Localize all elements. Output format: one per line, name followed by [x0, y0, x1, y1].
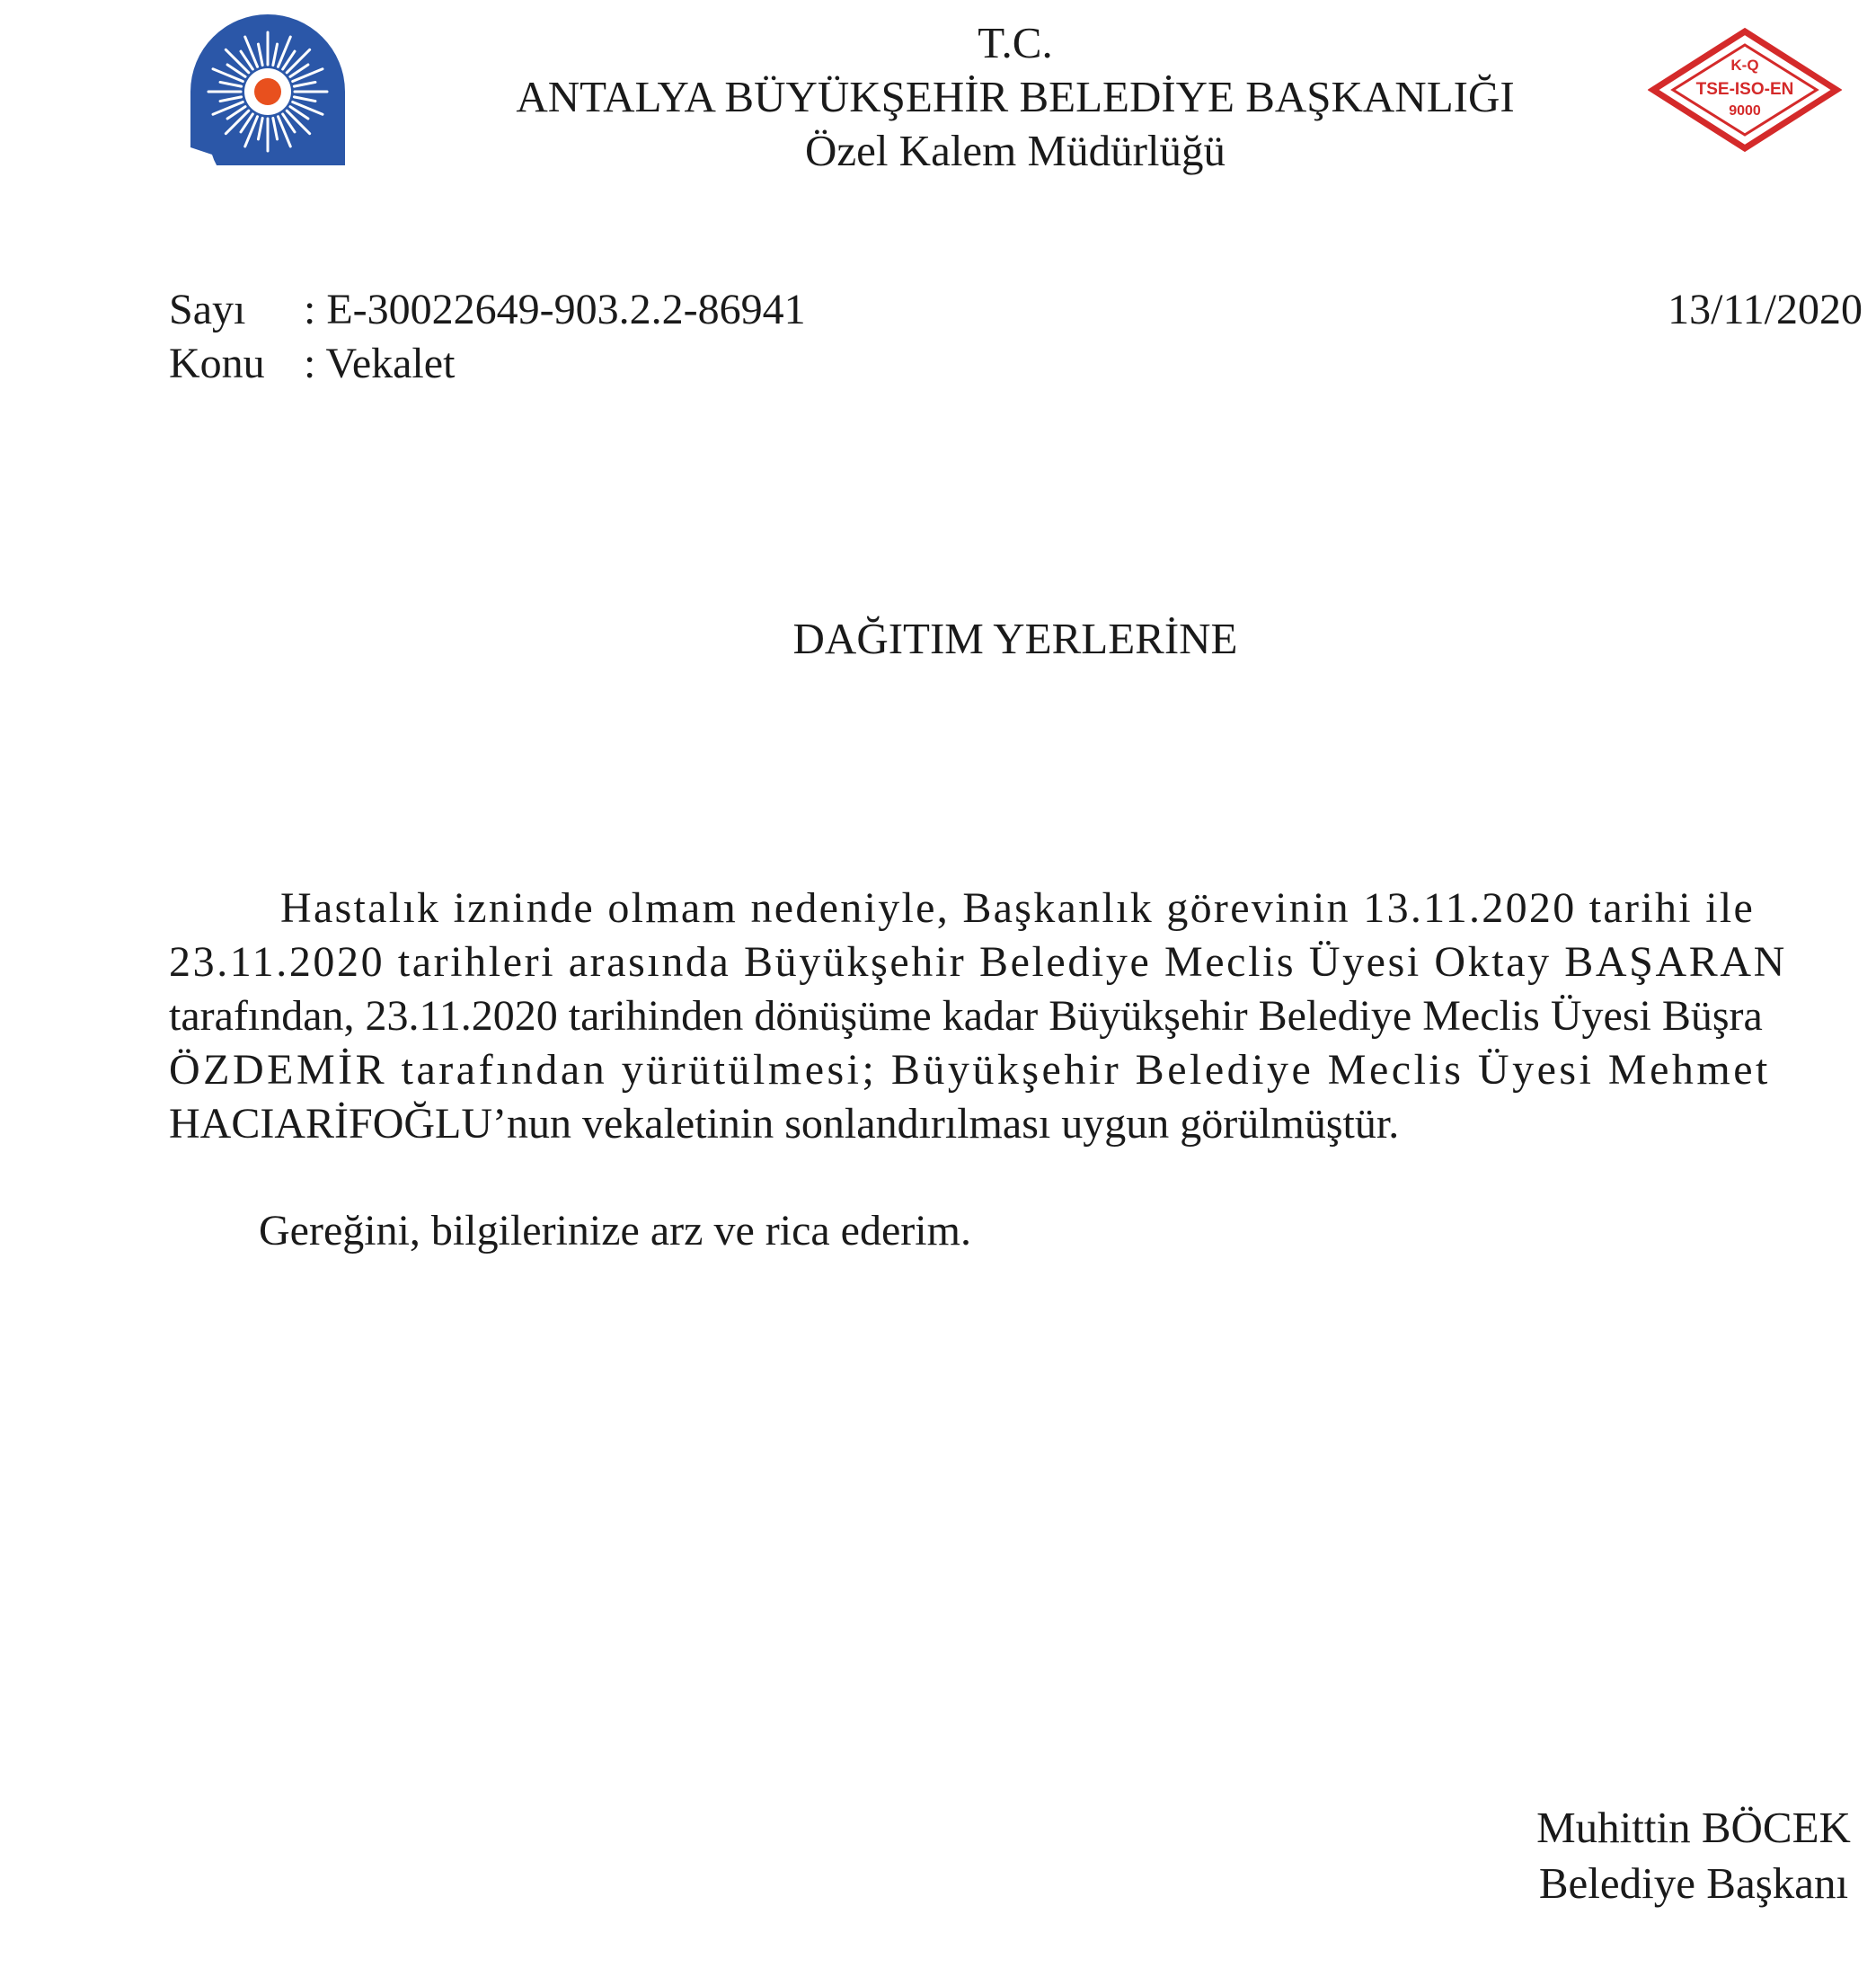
sayi-value: : E-30022649-903.2.2-86941 — [304, 286, 806, 333]
municipality-logo — [189, 13, 347, 165]
header-line-department: Özel Kalem Müdürlüğü — [804, 126, 1226, 175]
stamp-text-tse: TSE-ISO-EN — [1695, 80, 1794, 99]
document-date: 13/11/2020 — [1668, 286, 1863, 333]
header-line-institution: ANTALYA BÜYÜKŞEHİR BELEDİYE BAŞKANLIĞI — [516, 72, 1515, 121]
signatory-name: Muhittin BÖCEK — [1536, 1803, 1851, 1852]
body-paragraph — [169, 882, 1876, 1151]
signatory-title: Belediye Başkanı — [1538, 1858, 1849, 1908]
quality-certification-logo — [1648, 27, 1842, 153]
body-line: tarafından, 23.11.2020 tarihinden dönüşüme kadar Büyükşehir Belediye Meclis Üyesi Büşra — [169, 992, 1763, 1040]
stamp-text-9000: 9000 — [1729, 103, 1761, 119]
konu-value: : Vekalet — [304, 340, 456, 387]
document-subject — [169, 337, 455, 391]
closing-sentence: Gereğini, bilgilerinize arz ve rica ederim. — [259, 1207, 971, 1254]
signature-block — [1509, 1800, 1876, 1911]
body-line: 23.11.2020 tarihleri arasında Büyükşehir Belediye Meclis Üyesi Oktay BAŞARAN — [169, 938, 1787, 986]
document-number — [169, 283, 806, 337]
body-line: Hastalık izninde olmam nedeniyle, Başkanlık görevinin 13.11.2020 tarihi ile — [280, 884, 1756, 932]
letterhead — [377, 16, 1653, 178]
body-line: ÖZDEMİR tarafından yürütülmesi; Büyükşehir Belediye Meclis Üyesi Mehmet — [169, 1046, 1771, 1094]
stamp-text-kq: K-Q — [1730, 57, 1759, 74]
sayi-label: Sayı — [169, 286, 246, 333]
recipient-heading: DAĞITIM YERLERİNE — [792, 614, 1238, 663]
konu-label: Konu — [169, 340, 265, 387]
body-line: HACIARİFOĞLU’nun vekaletinin sonlandırılması uygun görülmüştür. — [169, 1100, 1400, 1148]
header-line-tc: T.C. — [978, 18, 1053, 67]
